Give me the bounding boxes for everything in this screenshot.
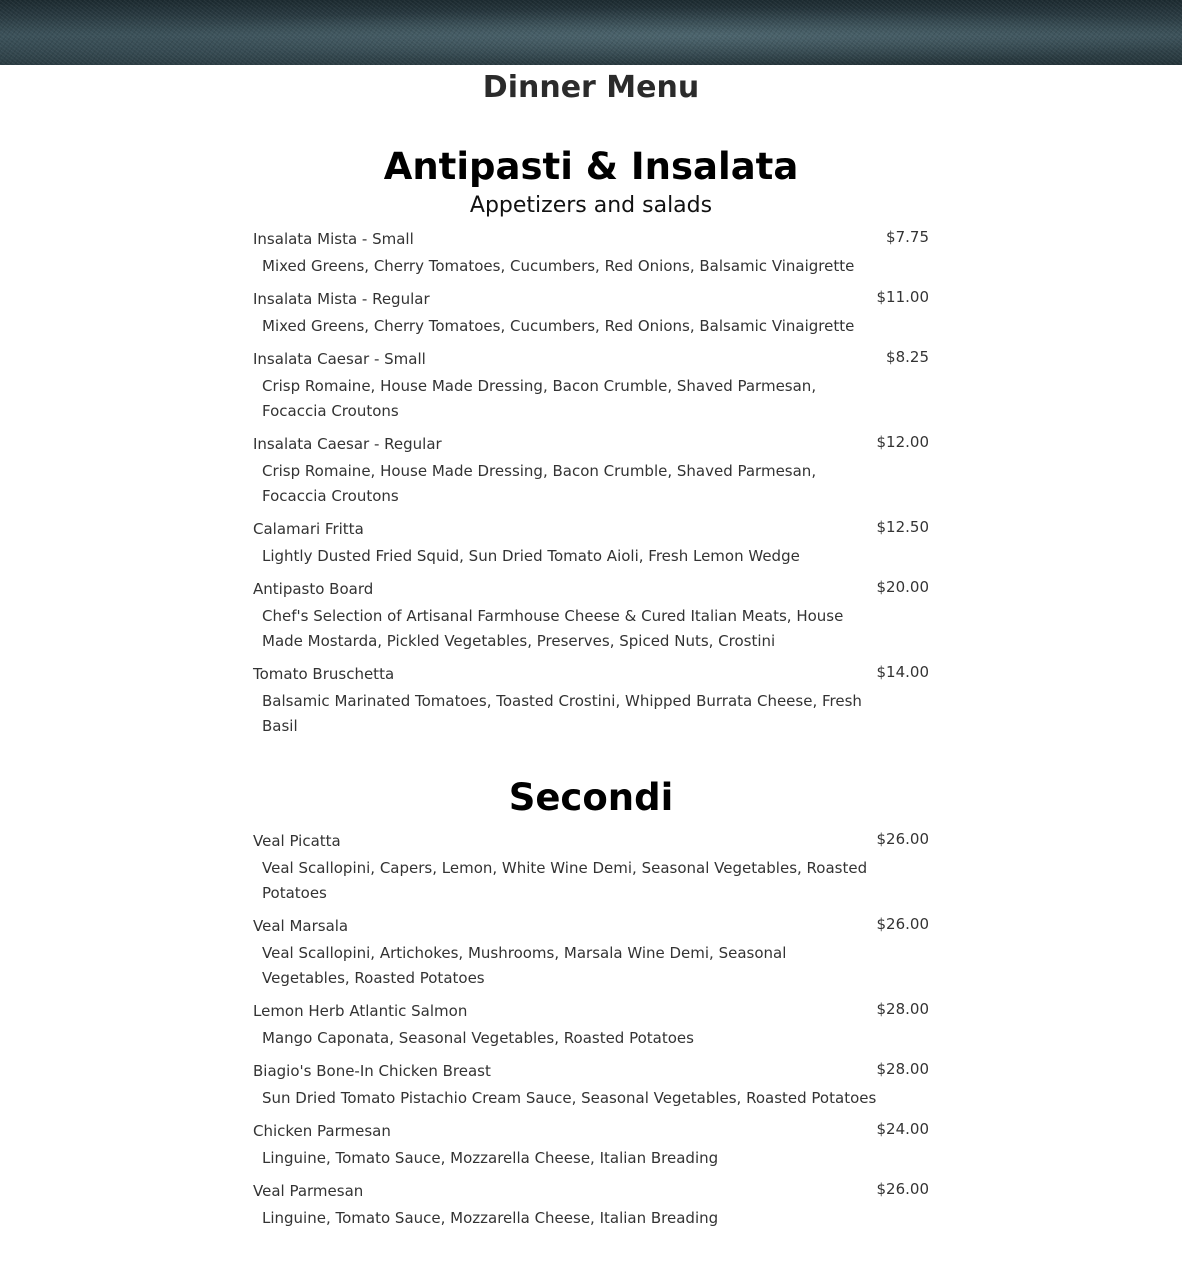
menu-item [253, 827, 929, 912]
menu-item [253, 1057, 929, 1117]
menu-item-name: Tomato Bruschetta [253, 665, 395, 683]
menu-item-description: Linguine, Tomato Sauce, Mozzarella Cheese, Italian Breading [262, 1149, 719, 1167]
menu-item [253, 430, 929, 515]
menu-item-header [253, 285, 929, 313]
menu-item-description: Mixed Greens, Cherry Tomatoes, Cucumbers, Red Onions, Balsamic Vinaigrette [262, 257, 855, 275]
menu-item-header [253, 1057, 929, 1085]
menu-item-description: Crisp Romaine, House Made Dressing, Bacon Crumble, Shaved Parmesan, Focaccia Croutons [262, 377, 817, 420]
menu-item [253, 1117, 929, 1177]
menu-item-name: Veal Picatta [253, 832, 341, 850]
menu-item [253, 515, 929, 575]
menu-item-price: $7.75 [886, 228, 929, 246]
menu-item-price: $24.00 [876, 1120, 929, 1138]
menu-item-list [253, 225, 929, 745]
menu-item-header [253, 515, 929, 543]
menu-item-price: $26.00 [876, 915, 929, 933]
section-title: Antipasti & Insalata [383, 145, 799, 188]
menu-item [253, 285, 929, 345]
menu-item-price: $28.00 [876, 1000, 929, 1018]
menu-item [253, 345, 929, 430]
menu-content [253, 140, 929, 1237]
menu-item-name: Insalata Mista - Regular [253, 290, 430, 308]
section-title: Secondi [508, 776, 674, 819]
menu-item-description: Veal Scallopini, Capers, Lemon, White Wine Demi, Seasonal Vegetables, Roasted Potatoes [262, 859, 868, 902]
menu-item-price: $11.00 [876, 288, 929, 306]
header-banner [0, 0, 1182, 65]
menu-item-description: Veal Scallopini, Artichokes, Mushrooms, Marsala Wine Demi, Seasonal Vegetables, Roasted Potatoes [262, 944, 787, 987]
menu-item-name: Calamari Fritta [253, 520, 364, 538]
menu-item-name: Insalata Caesar - Regular [253, 435, 442, 453]
menu-item-header [253, 575, 929, 603]
menu-item [253, 660, 929, 745]
page-title: Dinner Menu [482, 70, 700, 105]
menu-item-header [253, 827, 929, 855]
menu-item-price: $26.00 [876, 1180, 929, 1198]
section-subtitle: Appetizers and salads [469, 193, 713, 218]
menu-item-description: Chef's Selection of Artisanal Farmhouse Cheese & Cured Italian Meats, House Made Mostarda, Pickled Vegetables, Preserves, Spiced Nuts, Crostini [262, 607, 844, 650]
menu-item-description: Linguine, Tomato Sauce, Mozzarella Cheese, Italian Breading [262, 1209, 719, 1227]
menu-item-header [253, 1177, 929, 1205]
menu-item-name: Chicken Parmesan [253, 1122, 391, 1140]
menu-item [253, 997, 929, 1057]
menu-item-description: Sun Dried Tomato Pistachio Cream Sauce, Seasonal Vegetables, Roasted Potatoes [262, 1089, 877, 1107]
menu-item [253, 225, 929, 285]
menu-item-price: $28.00 [876, 1060, 929, 1078]
menu-item-name: Insalata Caesar - Small [253, 350, 426, 368]
menu-item [253, 575, 929, 660]
menu-item-name: Veal Marsala [253, 917, 349, 935]
menu-item-header [253, 1117, 929, 1145]
menu-item-list [253, 827, 929, 1237]
menu-item-price: $12.00 [876, 433, 929, 451]
menu-item-header [253, 225, 929, 253]
menu-item-price: $8.25 [886, 348, 929, 366]
menu-item-name: Antipasto Board [253, 580, 374, 598]
menu-item-header [253, 660, 929, 688]
menu-item-description: Mango Caponata, Seasonal Vegetables, Roasted Potatoes [262, 1029, 694, 1047]
menu-item-header [253, 430, 929, 458]
menu-item-header [253, 345, 929, 373]
menu-item-description: Mixed Greens, Cherry Tomatoes, Cucumbers, Red Onions, Balsamic Vinaigrette [262, 317, 855, 335]
menu-item-price: $14.00 [876, 663, 929, 681]
menu-item-name: Lemon Herb Atlantic Salmon [253, 1002, 468, 1020]
menu-section-antipasti [253, 140, 929, 745]
menu-item [253, 912, 929, 997]
menu-item [253, 1177, 929, 1237]
menu-section-secondi [253, 771, 929, 1237]
menu-item-price: $26.00 [876, 830, 929, 848]
menu-item-description: Balsamic Marinated Tomatoes, Toasted Crostini, Whipped Burrata Cheese, Fresh Basil [262, 692, 862, 735]
menu-item-header [253, 912, 929, 940]
menu-item-description: Crisp Romaine, House Made Dressing, Bacon Crumble, Shaved Parmesan, Focaccia Croutons [262, 462, 817, 505]
menu-item-name: Veal Parmesan [253, 1182, 364, 1200]
menu-item-name: Biagio's Bone-In Chicken Breast [253, 1062, 491, 1080]
menu-item-description: Lightly Dusted Fried Squid, Sun Dried Tomato Aioli, Fresh Lemon Wedge [262, 547, 800, 565]
menu-item-price: $12.50 [876, 518, 929, 536]
menu-item-header [253, 997, 929, 1025]
menu-item-name: Insalata Mista - Small [253, 230, 414, 248]
menu-item-price: $20.00 [876, 578, 929, 596]
